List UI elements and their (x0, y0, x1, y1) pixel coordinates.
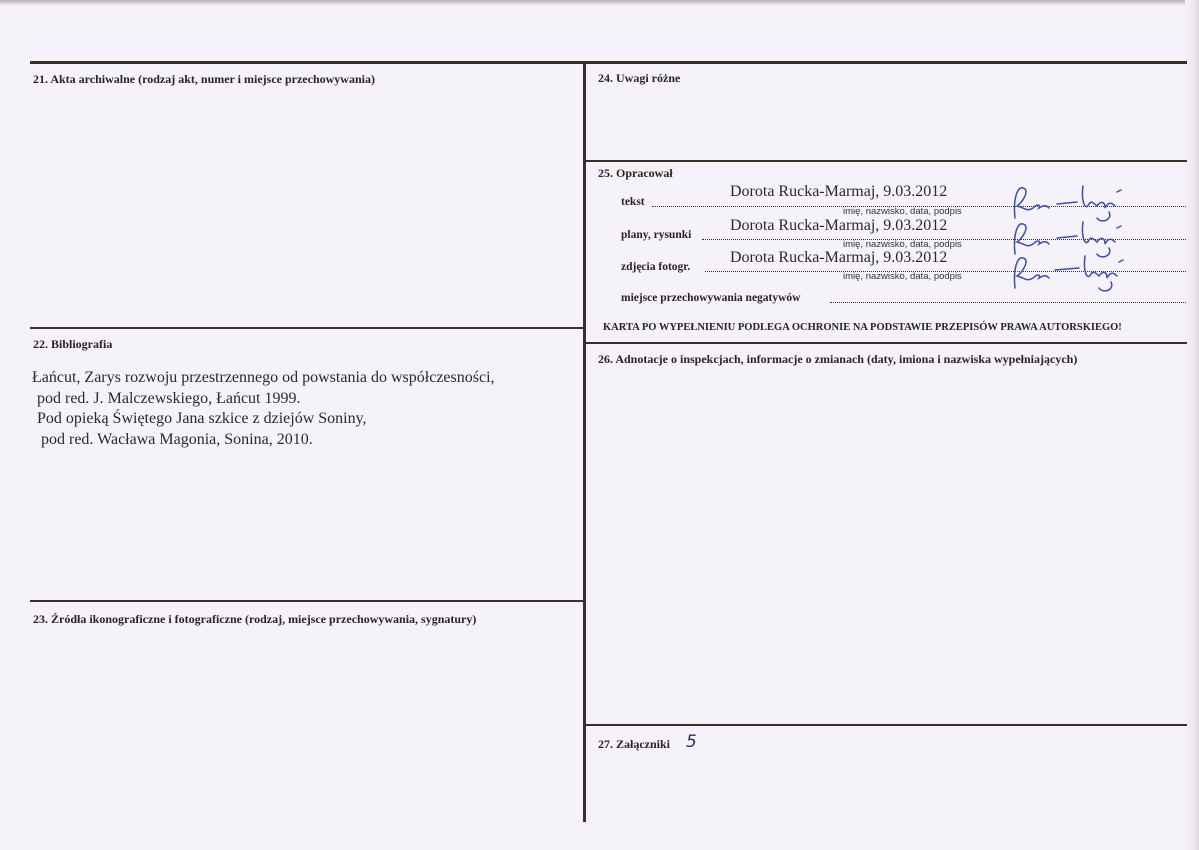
plany-rysunki-value: Dorota Rucka-Marmaj, 9.03.2012 (730, 217, 948, 234)
plany-rysunki-label: plany, rysunki (621, 229, 692, 241)
rule-21-22 (30, 327, 584, 329)
center-divider (583, 61, 586, 822)
tekst-caption: imię, nazwisko, data, podpis (843, 206, 962, 217)
section-25-heading: 25. Opracował (598, 166, 673, 180)
zdjecia-fotogr-caption: imię, nazwisko, data, podpis (843, 271, 962, 282)
signature-zdjecia-fotogr (1005, 246, 1135, 296)
section-24-heading: 24. Uwagi różne (598, 71, 681, 85)
plany-rysunki-caption: imię, nazwisko, data, podpis (843, 239, 962, 250)
section-21-heading: 21. Akta archiwalne (rodzaj akt, numer i miejsce przechowywania) (33, 72, 375, 86)
bibliography-line: Pod opieką Świętego Jana szkice z dziejów Soniny, (37, 410, 367, 427)
bibliography-text (32, 368, 495, 450)
bibliography-line: Łańcut, Zarys rozwoju przestrzennego od powstania do współczesności, (32, 369, 495, 386)
zdjecia-fotogr-label: zdjęcia fotogr. (621, 261, 691, 273)
paper-top-edge (0, 0, 1199, 6)
tekst-value: Dorota Rucka-Marmaj, 9.03.2012 (730, 183, 948, 200)
section-23-heading: 23. Źródła ikonograficzne i fotograficzne (rodzaj, miejsce przechowywania, sygnatury) (33, 612, 477, 626)
negatives-label: miejsce przechowywania negatywów (621, 292, 801, 304)
bibliography-line: pod red. J. Malczewskiego, Łańcut 1999. (37, 389, 301, 407)
paper-right-edge (1185, 0, 1199, 850)
rule-24-25 (584, 160, 1187, 162)
tekst-label: tekst (621, 196, 645, 208)
rule-25-26 (584, 342, 1187, 344)
negatives-dotted-line (830, 302, 1186, 303)
copyright-notice: KARTA PO WYPEŁNIENIU PODLEGA OCHRONIE NA PODSTAWIE PRZEPISÓW PRAWA AUTORSKIEGO! (603, 322, 1122, 333)
bibliography-line: pod red. Wacława Magonia, Sonina, 2010. (41, 430, 313, 448)
rule-22-23 (30, 600, 584, 602)
attachments-count: 5 (686, 732, 697, 752)
top-rule (30, 61, 1187, 64)
rule-26-27 (584, 724, 1187, 726)
section-27-heading: 27. Załączniki (598, 737, 671, 751)
section-26-heading: 26. Adnotacje o inspekcjach, informacje o zmianach (daty, imiona i nazwiska wypełniających) (598, 352, 1078, 366)
section-22-heading: 22. Bibliografia (33, 337, 113, 351)
zdjecia-fotogr-value: Dorota Rucka-Marmaj, 9.03.2012 (730, 249, 948, 266)
